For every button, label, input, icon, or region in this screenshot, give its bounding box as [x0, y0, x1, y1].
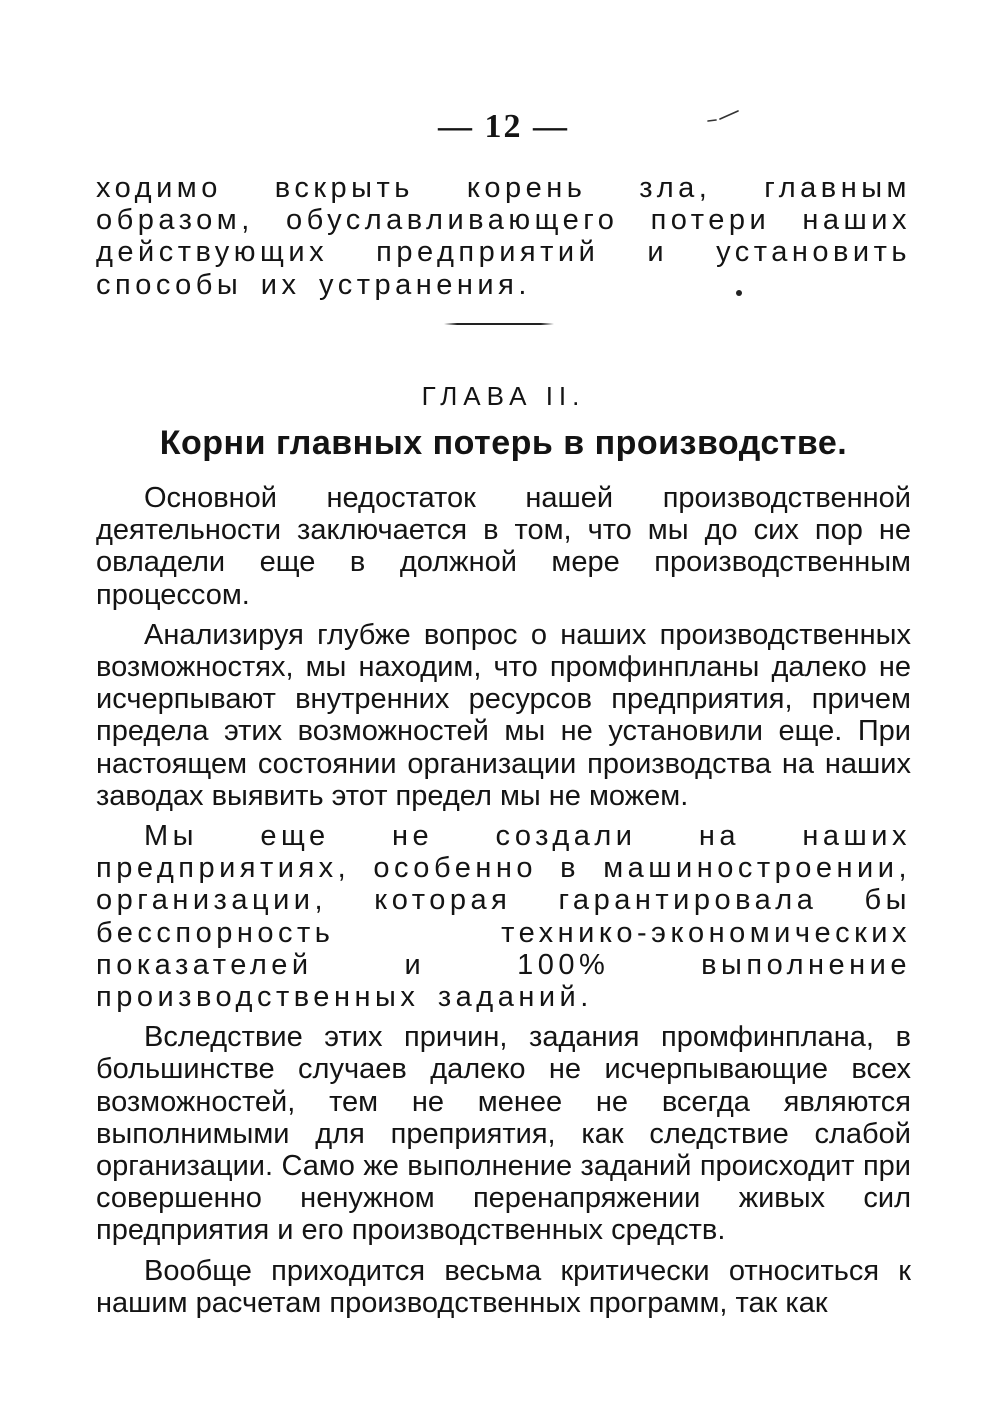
chapter-label: ГЛАВА II.	[421, 381, 586, 411]
chapter-title: Корни главных потерь в производстве.	[159, 424, 848, 462]
paragraph-1: Основной недостаток нашей производственной деятельности заключается в том, что мы до сих пор не овладели еще в должной мере производственным процессом.	[96, 482, 911, 611]
section-divider	[444, 323, 554, 325]
paragraph-4: Вследствие этих причин, задания промфинплана, в большинстве случаев далеко не исчерпывающие всех возможностей, тем не менее не всегда являются выполнимыми для преприятия, как следствие слабой организации. Само же выполнение заданий происходит при совершенно ненужном перенапряжении живых сил предприятия и его производственных средств.	[96, 1021, 911, 1247]
paragraph-3: Мы еще не создали на наших предприятиях, особенно в машиностроении, организации, которая гарантировала бы бесспорность технико-экономических показателей и 100% выполнение производственных заданий.	[96, 820, 911, 1014]
page-number: — 12 —	[438, 108, 569, 145]
chapter-body	[96, 482, 911, 1325]
paragraph-5: Вообще приходится весьма критически относиться к нашим расчетам производственных программ, так как	[96, 1254, 911, 1319]
ink-tick-mark	[706, 110, 740, 124]
paragraph-2: Анализируя глубже вопрос о наших производственных возможностях, мы находим, что промфинпланы далеко не исчерпывают внутренних ресурсов предприятия, причем предела этих возможностей мы не установили еще. При настоящем состоянии организации производства на наших заводах выявить этот предел мы не можем.	[96, 618, 911, 812]
continued-paragraph: ходимо вскрыть корень зла, главным образом, обуславливающего потери наших действующих предприятий и установить способы их устранения.	[96, 172, 911, 301]
ink-speck	[736, 290, 742, 296]
book-page	[96, 0, 911, 1419]
